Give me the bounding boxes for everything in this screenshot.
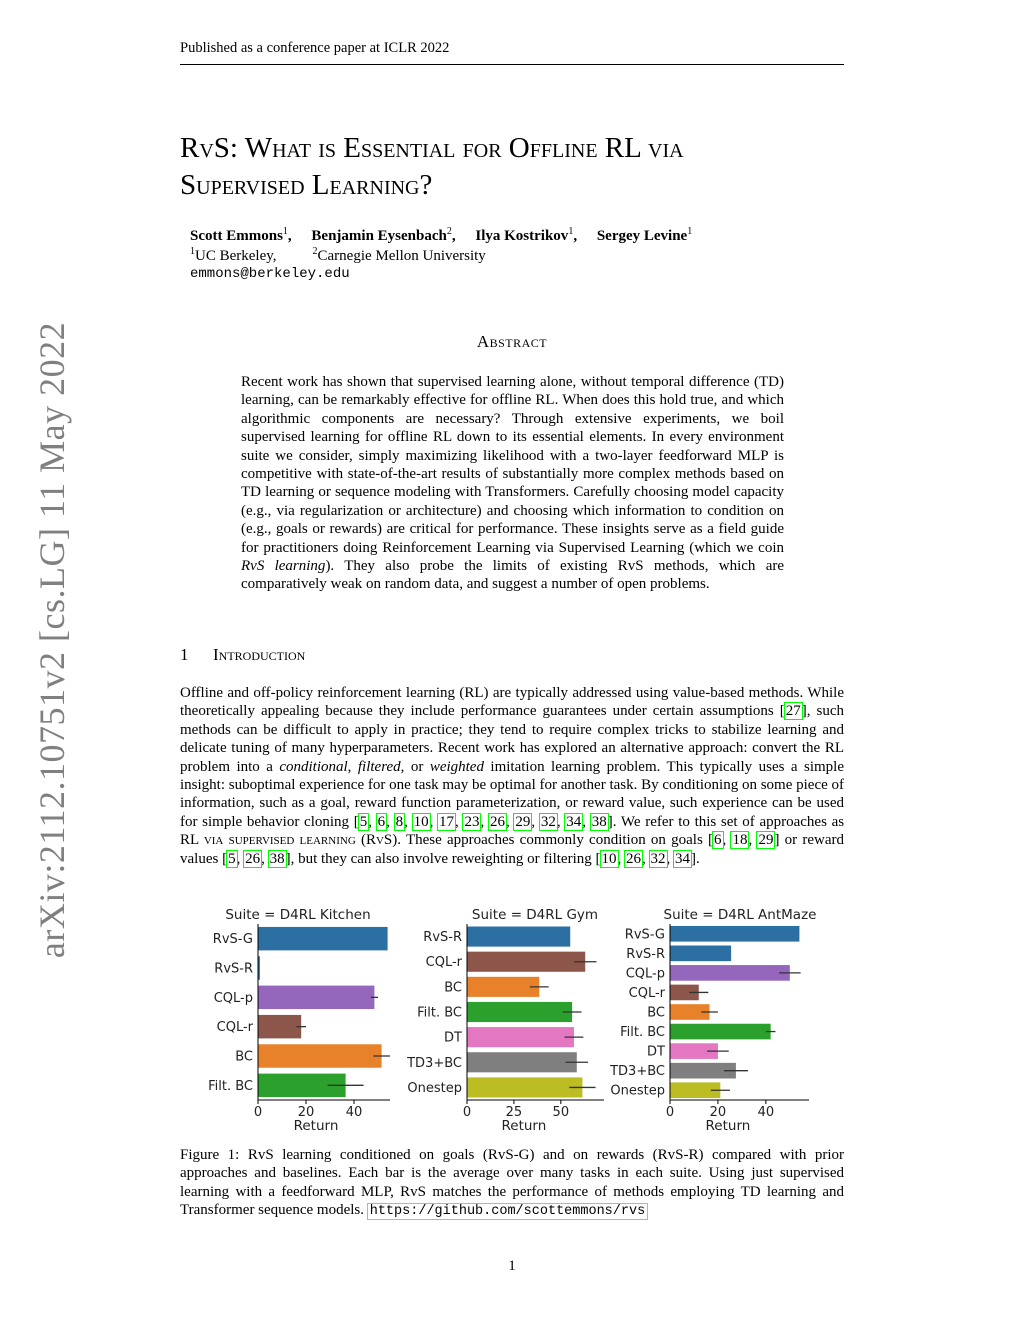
citation-link[interactable]: 34 <box>675 850 690 867</box>
citation-link[interactable]: 10 <box>601 850 617 867</box>
citation-link[interactable]: 32 <box>540 813 556 830</box>
x-tick-label: 0 <box>665 1105 675 1120</box>
citation-group: 5, 26, 38 <box>228 850 285 867</box>
category-label: BC <box>444 980 462 996</box>
category-label: Onestep <box>610 1083 665 1099</box>
chart-bar <box>258 1015 301 1038</box>
x-axis-label: Return <box>705 1118 751 1134</box>
citation-link[interactable]: 17 <box>439 813 455 830</box>
x-tick-label: 50 <box>552 1105 570 1120</box>
citation-link[interactable]: 8 <box>395 813 404 830</box>
header-rule <box>180 64 844 65</box>
category-label: RvS-R <box>626 946 665 962</box>
chart-bar <box>467 1027 574 1047</box>
citation-link[interactable]: 6 <box>377 813 386 830</box>
abstract-text: Recent work has shown that supervised learning alone, without temporal difference (TD) learning, can be remarkably effective for offline RL. When does this hold true, and which algorithmic components are necessary? Through extensive experiments, we boil supervised learning for offline RL down to its essential elements. In every environment suite we consider, simply maximizing likelihood with a two-layer feedforward MLP is competitive with state-of-the-art results of substantially more complex methods based on TD learning or sequence modeling with Transformers. Carefully choosing model capacity (e.g., via regularization or architecture) and choosing which information to condition on (e.g., goals or rewards) are critical for performance. These insights serve as a field guide for practitioners doing Reinforcement Learning via Supervised Learning (which we coin <box>241 374 784 556</box>
author-affil: 1 <box>568 226 574 237</box>
author-name: Sergey Levine <box>596 228 688 244</box>
category-label: TD3+BC <box>407 1055 462 1071</box>
chart-title: Suite = D4RL AntMaze <box>663 907 817 923</box>
page-number: 1 <box>508 1258 516 1274</box>
x-tick-label: 20 <box>709 1105 727 1120</box>
paper-title <box>180 130 880 204</box>
category-label: BC <box>235 1049 253 1065</box>
citation-link[interactable]: 6 <box>714 832 722 849</box>
x-axis-label: Return <box>501 1118 547 1134</box>
category-label: Filt. BC <box>620 1025 665 1041</box>
x-tick-label: 40 <box>757 1105 775 1120</box>
author-name: Benjamin Eysenbach <box>311 228 447 244</box>
section-number: 1 <box>180 645 189 664</box>
chart-bar <box>467 1077 582 1097</box>
chart-bar <box>467 1002 572 1022</box>
introduction-body: Offline and off-policy reinforcement learning (RL) are typically addressed using value-based methods. While theoretically appealing because they include performance guarantees under certain assumptions [27], such methods can be difficult to apply in practice; they tend to require complex tricks to stabilize learning and delicate tuning of many hyperparameters. Recent work has explored an alternative approach: convert the RL problem into a conditional, filtered, or weighted imitation learning problem. This typically uses a simple insight: suboptimal experience for one task may be optimal for another task. By conditioning on some piece of information, such as a goal, reward function parameterization, or reward value, such experience can be used for simple behavior cloning [5, 6, 8, 10, 17, 23, 26, 29, 32, 34, 38]. We refer to this set of approaches as RL via supervised learning (RvS). These approaches commonly condition on goals [6, 18, 29] or reward values [5, 26, 38], but they can also involve reweighting or filtering [10, 26, 32, 34]. <box>180 685 845 867</box>
citation-link[interactable]: 38 <box>591 813 607 830</box>
contact-email[interactable]: emmons@berkeley.edu <box>190 266 350 282</box>
chart-bar <box>670 965 790 981</box>
category-label: CQL-r <box>628 985 665 1001</box>
citation-group: 10, 26, 32, 34 <box>601 850 690 867</box>
citation-link[interactable]: 23 <box>464 813 480 830</box>
x-tick-label: 40 <box>345 1105 363 1120</box>
chart-bar <box>467 952 585 972</box>
category-label: DT <box>647 1044 665 1060</box>
category-label: CQL-r <box>425 955 462 971</box>
chart-title: Suite = D4RL Kitchen <box>225 907 371 923</box>
chart-bar <box>467 1052 577 1072</box>
category-label: CQL-p <box>213 990 253 1006</box>
section-heading <box>180 645 305 665</box>
x-tick-label: 0 <box>462 1105 472 1120</box>
chart-bar <box>258 986 374 1009</box>
chart-bar <box>670 926 799 942</box>
x-tick-label: 20 <box>297 1105 315 1120</box>
abstract-body <box>241 373 784 594</box>
code-url-link[interactable]: https://github.com/scottemmons/rvs <box>369 1204 646 1220</box>
affil-name: Carnegie Mellon University <box>317 248 486 264</box>
citation-link[interactable]: 5 <box>359 813 368 830</box>
category-label: RvS-R <box>214 961 253 977</box>
running-header: Published as a conference paper at ICLR 2022 <box>180 40 450 56</box>
citation-link[interactable]: 32 <box>650 850 666 867</box>
citation-link[interactable]: 29 <box>758 832 774 849</box>
citation-group: 6, 18, 29 <box>714 832 774 849</box>
category-label: TD3+BC <box>610 1064 665 1080</box>
figure-caption <box>180 1146 844 1222</box>
category-label: CQL-p <box>625 966 665 982</box>
citation-link[interactable]: 27 <box>785 703 801 720</box>
author-affil: 1 <box>282 226 288 237</box>
section-title: Introduction <box>213 645 306 664</box>
abstract-emphasis: RvS learning <box>241 558 326 575</box>
category-label: CQL-r <box>216 1020 253 1036</box>
abstract-text: ). They also probe the limits of existing RvS methods, which are comparatively weak on random data, and suggest a number of open problems. <box>241 558 785 593</box>
chart-bar <box>467 977 539 997</box>
author-affil: 1 <box>687 226 693 237</box>
citation-link[interactable]: 29 <box>515 813 531 830</box>
category-label: RvS-G <box>212 932 253 948</box>
chart-bar <box>670 1024 771 1040</box>
category-label: Onestep <box>407 1080 462 1096</box>
chart-title: Suite = D4RL Gym <box>471 907 599 923</box>
citation-link[interactable]: 26 <box>245 850 261 867</box>
x-axis-label: Return <box>293 1118 339 1134</box>
citation-link[interactable]: 18 <box>732 832 748 849</box>
citation-link[interactable]: 26 <box>626 850 641 867</box>
citation-link[interactable]: 10 <box>413 813 429 830</box>
citation-link[interactable]: 5 <box>228 850 236 867</box>
title-line-1: RvS: What is Essential for Offline RL via <box>180 132 684 164</box>
author-name: Ilya Kostrikov <box>475 228 569 244</box>
citation-group: 5, 6, 8, 10, 17, 23, 26, 29, 32, 34, 38 <box>359 813 607 830</box>
category-label: RvS-R <box>423 930 462 946</box>
chart-bar <box>258 1044 382 1067</box>
arxiv-identifier: arXiv:2112.10751v2 [cs.LG] 11 May 2022 <box>32 321 72 959</box>
author-name: Scott Emmons <box>190 228 283 244</box>
author-list: Scott Emmons$^1$, Benjamin Eysenbach$^2$, Ilya Kostrikov$^1$, Sergey Levine$^1$ <box>190 226 693 244</box>
chart-bar <box>670 946 731 962</box>
citation-link[interactable]: 34 <box>566 813 582 830</box>
author-affil: 2 <box>446 226 452 237</box>
chart-bar <box>467 927 570 947</box>
figure-1-charts <box>180 900 844 1140</box>
category-label: Filt. BC <box>208 1078 253 1094</box>
caption-text: Figure 1: RvS learning conditioned on goals (RvS-G) and on rewards (RvS-R) compared with prior approaches and baselines. Each bar is the average over many tasks in each suite. Using just supervised learning with a feedforward MLP, RvS matches the performance of methods employing TD learning and Transformer sequence models. <box>180 1147 844 1219</box>
affil-name: UC Berkeley, <box>195 248 277 264</box>
category-label: DT <box>444 1030 462 1046</box>
affil-num: 1 <box>190 246 195 257</box>
x-tick-label: 0 <box>253 1105 263 1120</box>
abstract-heading: Abstract <box>476 332 548 351</box>
x-tick-label: 25 <box>505 1105 523 1120</box>
affiliations <box>190 246 486 265</box>
affil-num: 2 <box>312 246 318 257</box>
figure-1 <box>180 900 844 1140</box>
category-label: Filt. BC <box>417 1005 462 1021</box>
category-label: BC <box>647 1005 665 1021</box>
category-label: RvS-G <box>624 927 665 943</box>
chart-bar <box>258 927 388 950</box>
citation-link[interactable]: 38 <box>269 850 285 867</box>
citation-link[interactable]: 26 <box>489 813 505 830</box>
title-line-2: Supervised Learning? <box>180 169 433 201</box>
